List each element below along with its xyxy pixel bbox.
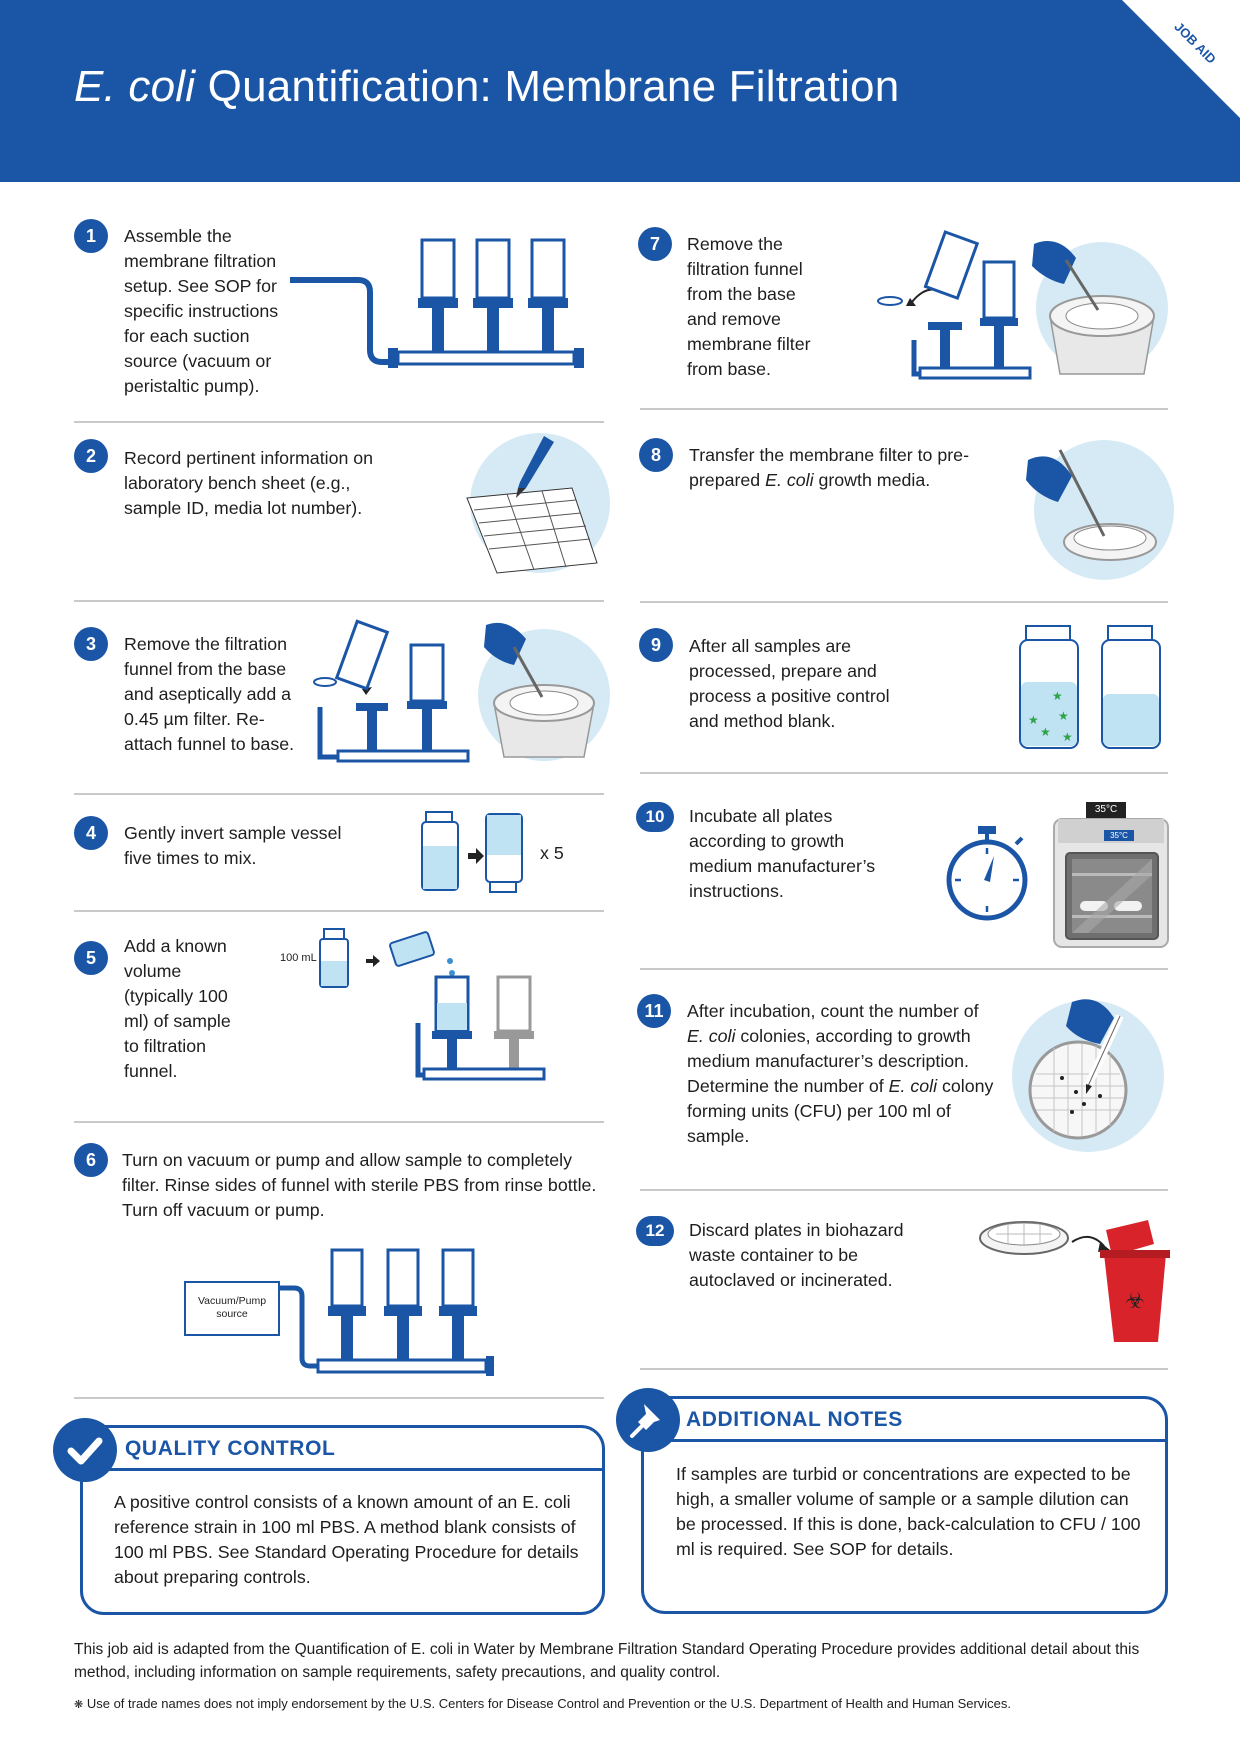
additional-notes-heading-rule [641,1439,1168,1442]
divider [74,600,604,602]
step-7-text: Remove the filtration funnel from the base and remove membrane filter from base. [687,234,811,379]
additional-notes-heading: ADDITIONAL NOTES [686,1408,903,1431]
remove-filter-illustration [876,236,1171,386]
quality-control-heading-rule [80,1468,605,1471]
pushpin-badge [616,1388,680,1452]
timer-icon [942,826,1032,922]
incubator-temp-display: 35°C [1104,830,1134,841]
header-banner [0,0,1240,182]
disclaimer-text: Use of trade names does not imply endorsement by the U.S. Centers for Disease Control and Prevention or the U.S. Department of Health and Human Services. [86,1696,1012,1711]
divider [74,793,604,795]
divider [640,1368,1168,1370]
filtration-manifold-pump-illustration [280,1248,500,1380]
step-4-text: Gently invert sample vessel five times to mix. [124,823,342,868]
step-11-text-italic-2: E. coli [888,1076,938,1096]
divider [74,910,604,912]
step-11-text-c: colony forming units (CFU) per 100 ml of sample. [687,1076,994,1146]
pump-source-box [184,1281,280,1336]
step-8-text-b: growth media. [813,470,931,490]
quality-control-heading: QUALITY CONTROL [125,1437,336,1460]
page-title [74,62,899,112]
divider [640,1189,1168,1191]
job-aid-corner-ribbon [1100,0,1240,120]
step-6-text: Turn on vacuum or pump and allow sample to completely filter. Rinse sides of funnel with sterile PBS from rinse bottle. Turn off vacuum or pump. [122,1150,597,1220]
incubator-temp-top: 35°C [1086,802,1126,818]
invert-bottle-illustration [420,812,530,892]
svg-text:★: ★ [1052,689,1063,703]
step-12-text: Discard plates in biohazard waste container to be autoclaved or incinerated. [689,1220,904,1290]
colony-count-illustration [1002,994,1174,1154]
svg-text:★: ★ [1028,713,1039,727]
step-10-text: Incubate all plates according to growth medium manufacturer’s instructions. [689,806,876,901]
step-2-number: 2 [74,439,108,473]
step-1-text: Assemble the membrane filtration setup. See SOP for specific instructions for each suction source (vacuum or peristaltic pump). [124,226,279,396]
divider [640,968,1168,970]
bench-sheet-pencil-illustration [462,428,607,578]
step-9-number: 9 [639,628,673,662]
footer-note: This job aid is adapted from the Quantification of E. coli in Water by Membrane Filtration Standard Operating Procedure provides additional detail about this method, including information on sample requirements, safety precautions, and quality control. [74,1641,1140,1681]
remove-funnel-illustration [316,617,606,767]
step-7-number: 7 [638,227,672,261]
step-4-number: 4 [74,816,108,850]
quality-control-body: A positive control consists of a known amount of an E. coli reference strain in 100 ml PBS. A method blank consists of 100 ml PBS. See Standard Operating Procedure for details about preparing controls. [114,1492,579,1587]
svg-text:☣: ☣ [1125,1289,1145,1314]
checkmark-icon [53,1418,117,1482]
step-1-number: 1 [74,219,108,253]
step-11-text-b: colonies, according to growth medium manufacturer’s description. Determine the number of [687,1026,971,1096]
svg-text:★: ★ [1040,725,1051,739]
pump-source-label: Vacuum/Pump source [197,1295,267,1320]
page-title-rest: Quantification: Membrane Filtration [195,62,900,111]
divider [640,408,1168,410]
step-5-number: 5 [74,941,108,975]
additional-notes-body: If samples are turbid or concentrations are expected to be high, a smaller volume of sample or a sample dilution can be processed. If this is done, back-calculation to CFU / 100 ml is required. See SOP for details. [676,1464,1141,1559]
control-bottles-illustration [1018,626,1173,750]
svg-text:★: ★ [1062,730,1073,744]
job-aid-tag: JOB AID [1171,19,1219,67]
divider [74,1397,604,1399]
disclaimer-mark-icon: ❋ [74,1698,84,1711]
pour-sample-illustration [318,925,598,1085]
step-6-number: 6 [74,1143,108,1177]
page-title-italic: E. coli [74,62,196,111]
step-9-text: After all samples are processed, prepare and process a positive control and method blank. [689,636,890,731]
step-8-text-a: Transfer the membrane filter to pre-prepared [689,445,969,490]
invert-times-label: x 5 [540,843,564,863]
step-2-text: Record pertinent information on laboratory bench sheet (e.g., sample ID, media lot number). [124,448,374,518]
divider [640,601,1168,603]
step-8-text-italic: E. coli [765,470,814,490]
checkmark-badge [53,1418,117,1482]
step-11-text-italic: E. coli [687,1026,736,1046]
pushpin-icon [616,1388,680,1452]
divider [74,421,604,423]
transfer-to-media-illustration [1024,432,1174,582]
step-8-number: 8 [639,438,673,472]
step-3-text: Remove the filtration funnel from the base and aseptically add a 0.45 µm filter. Re-attach funnel to base. [124,634,295,754]
filtration-manifold-3-illustration [380,240,590,380]
petri-to-biohazard-illustration [978,1210,1178,1350]
divider [640,772,1168,774]
step-11-number: 11 [637,994,671,1028]
footer-disclaimer [74,1696,1174,1711]
bottle-volume-label: 100 mL [280,952,317,964]
step-3-number: 3 [74,627,108,661]
divider [74,1121,604,1123]
step-8-text [689,443,999,493]
step-11-text [687,999,997,1149]
step-11-text-a: After incubation, count the number of [687,1001,979,1021]
step-12-number: 12 [636,1216,674,1246]
step-10-number: 10 [636,802,674,832]
svg-text:★: ★ [1058,709,1069,723]
step-5-text: Add a known volume (typically 100 ml) of sample to filtration funnel. [124,936,231,1081]
